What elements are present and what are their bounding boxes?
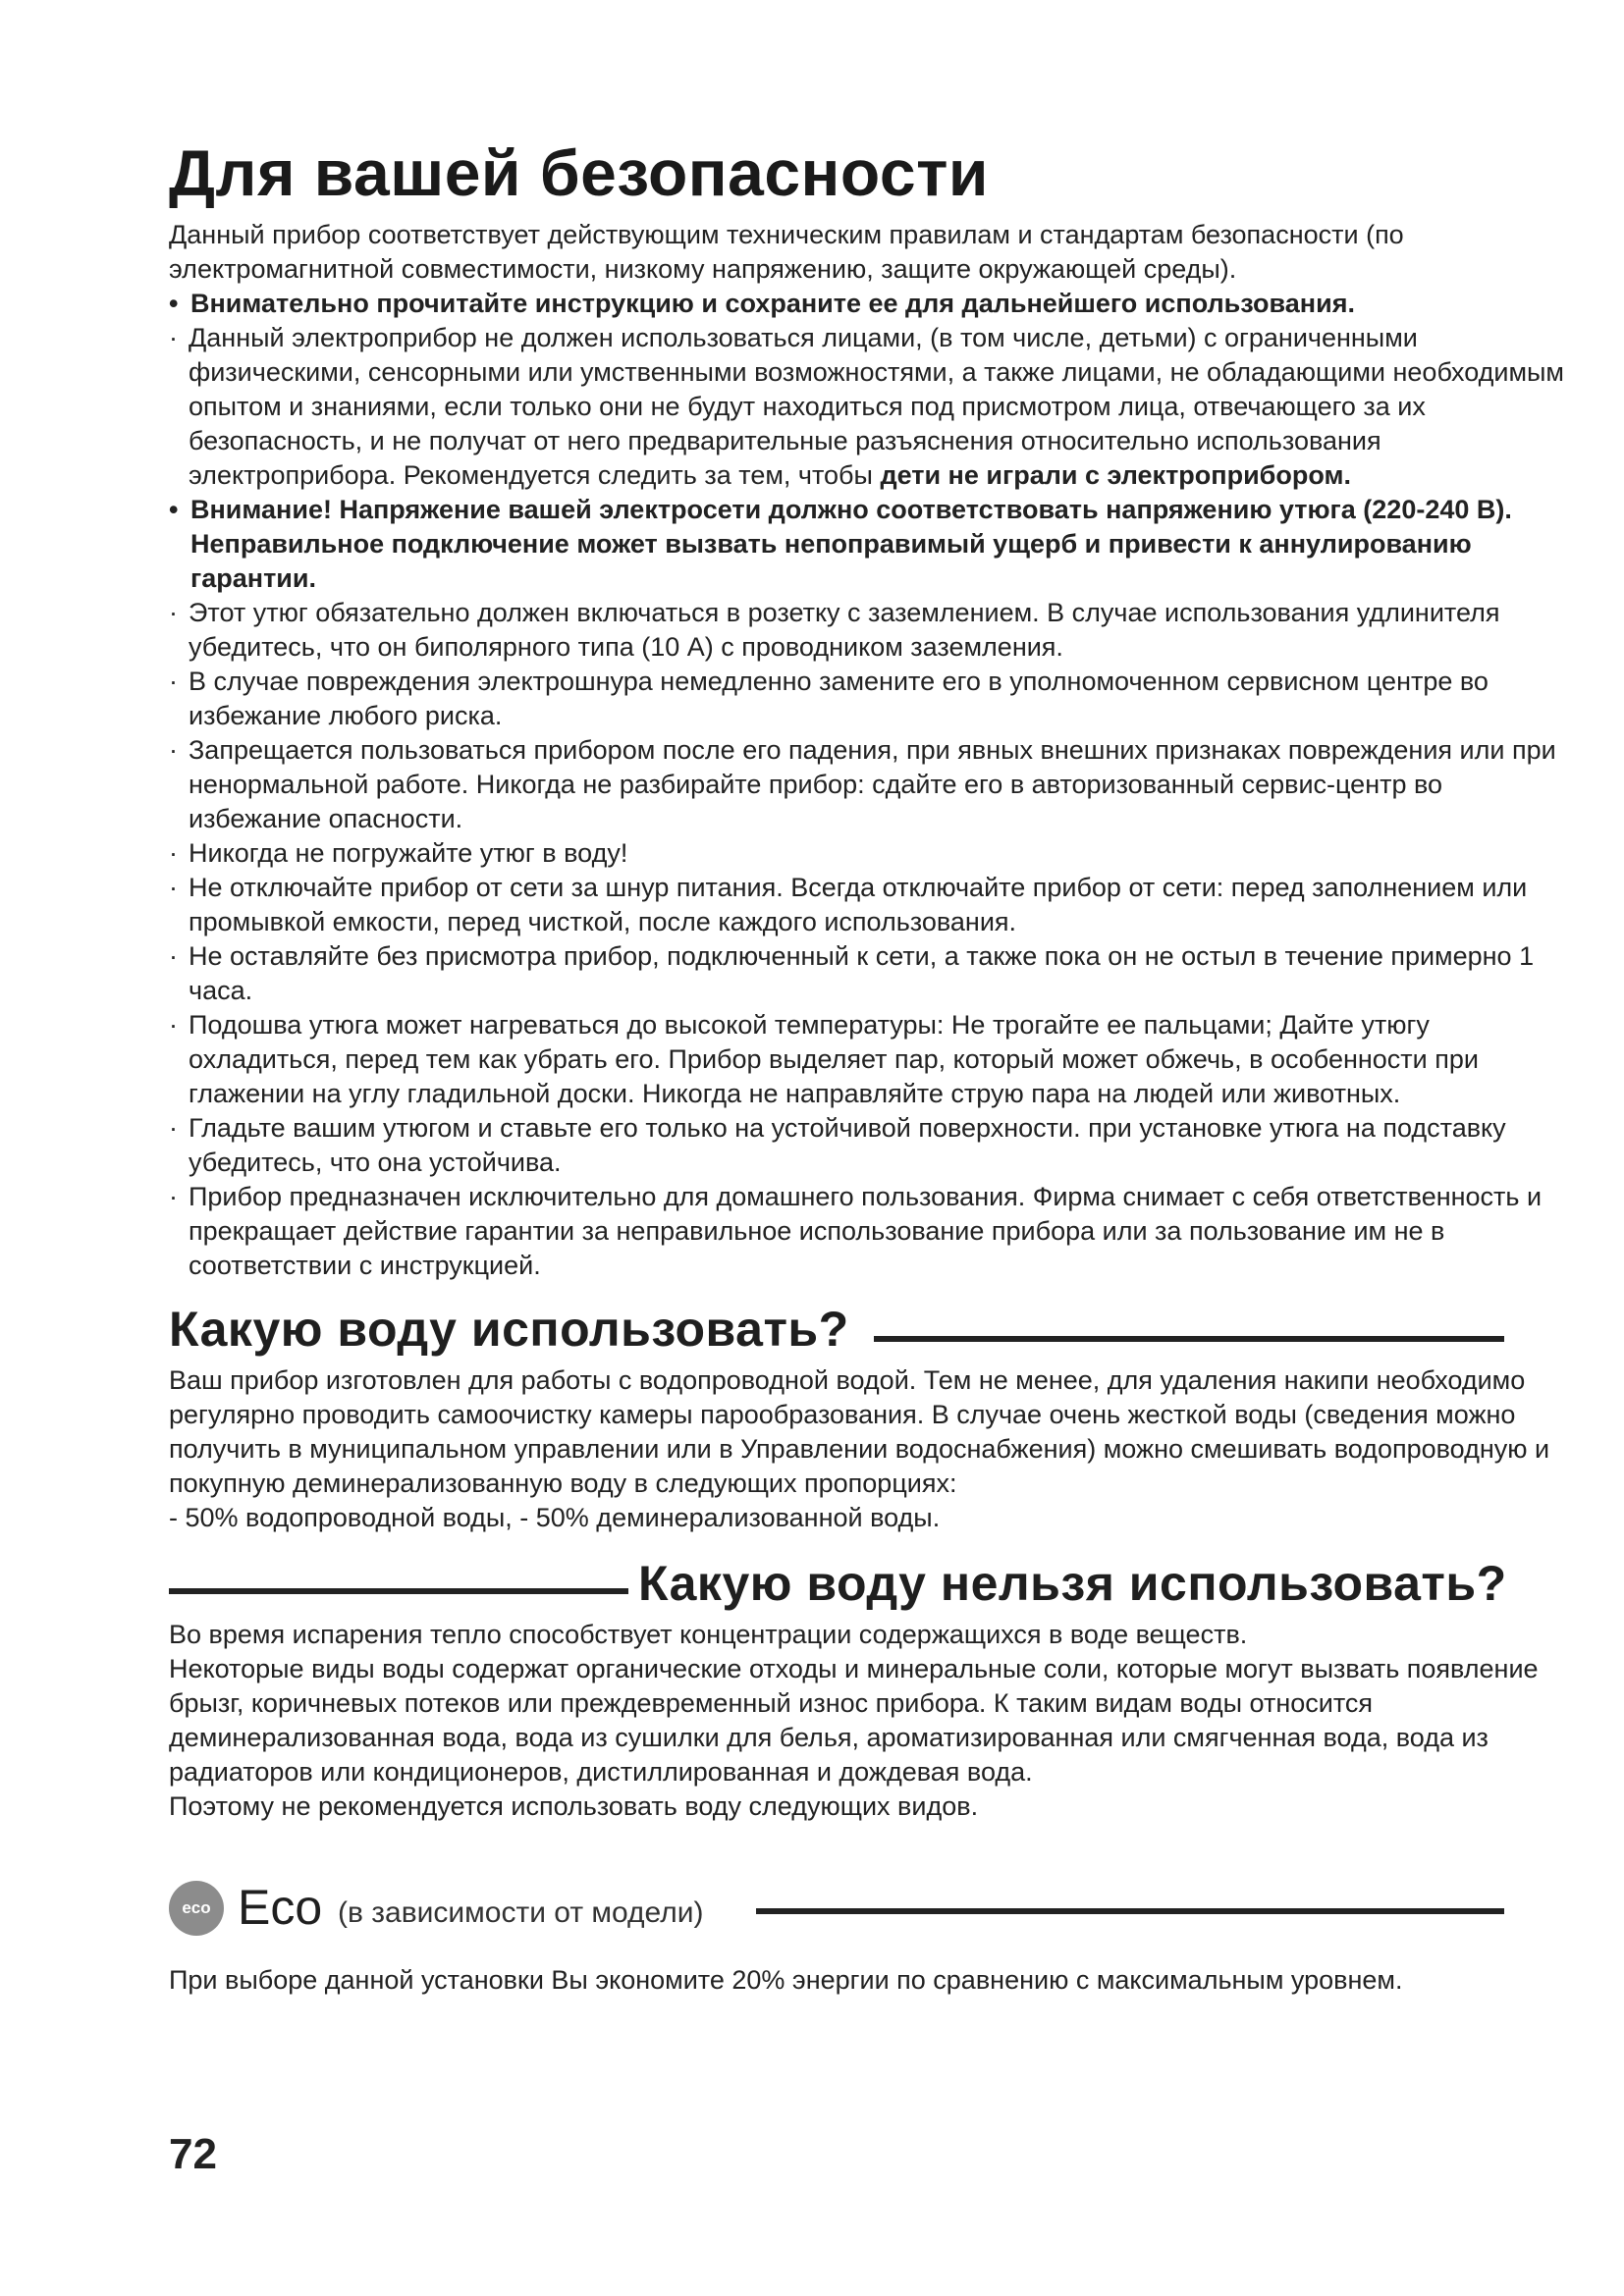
bullet-marker: · <box>169 1113 178 1143</box>
item-text: Внимание! Напряжение вашей электросети должно соответствовать напряжению утюга (220-240 В). Неправильное подключение может вызвать непоправимый ущерб и привести к аннулированию гарантии. <box>190 495 1512 593</box>
eco-heading: Eco <box>238 1880 323 1935</box>
list-item <box>169 836 1579 871</box>
bullet-marker: · <box>169 838 178 868</box>
nowater-paragraph-2: Некоторые виды воды содержат органические отходы и минеральные соли, которые могут вызвать появление брызг, коричневых потеков или преждевременный износ прибора. К таким видам воды относится деминерализованная вода, вода из сушилки для белья, ароматизированная или смягченная вода, вода из радиаторов или кондиционеров, дистиллированная и дождевая вода. <box>169 1654 1539 1787</box>
item-text: Данный электроприбор не должен использоваться лицами, (в том числе, детьми) с ограниченными физическими, сенсорными или умственными возможностями, а также лицами, не обладающими необходимым опытом и знаниями, если только они не будут находиться под присмотром лица, отвечающего за их безопасность, и не получат от него предварительные разъяснения относительно использования электроприбора. Рекомендуется следить за тем, чтобы <box>189 323 1564 490</box>
intro-paragraph: Данный прибор соответствует действующим техническим правилам и стандартам безопасности (по электромагнитной совместимости, низкому напряжению, защите окружающей среды). <box>169 220 1404 284</box>
water-paragraph: Ваш прибор изготовлен для работы с водопроводной водой. Тем не менее, для удаления накипи необходимо регулярно проводить самоочистку камеры парообразования. В случае очень жесткой воды (сведения можно получить в муниципальном управлении или в Управлении водоснабжения) можно смешивать водопроводную и покупную деминерализованную воду в следующих пропорциях: <box>169 1365 1550 1498</box>
bullet-marker: · <box>169 667 178 696</box>
page-number: 72 <box>169 2130 217 2178</box>
nowater-heading: Какую воду нельзя использовать? <box>638 1556 1507 1611</box>
list-item <box>169 1180 1579 1283</box>
eco-icon: eco <box>169 1881 224 1936</box>
water-heading: Какую воду использовать? <box>169 1302 849 1357</box>
bullet-marker: · <box>169 873 178 902</box>
bullet-marker: • <box>169 495 179 524</box>
list-item <box>169 733 1579 836</box>
eco-model-note: (в зависимости от модели) <box>338 1896 704 1929</box>
water-section-header <box>169 1295 1579 1363</box>
eco-paragraph: При выборе данной установки Вы экономите 20% энергии по сравнению с максимальным уровнем. <box>169 1965 1403 1995</box>
bullet-marker: · <box>169 598 178 627</box>
list-item <box>169 871 1579 939</box>
item-text: Внимательно прочитайте инструкцию и сохраните ее для дальнейшего использования. <box>190 289 1355 318</box>
nowater-paragraph-1: Во время испарения тепло способствует концентрации содержащихся в воде веществ. <box>169 1620 1248 1649</box>
item-text: Не оставляйте без присмотра прибор, подключенный к сети, а также пока он не остыл в течение примерно 1 часа. <box>189 941 1535 1005</box>
bullet-marker: · <box>169 735 178 765</box>
item-text-bold: дети не играли с электроприбором. <box>880 460 1351 490</box>
item-text: Запрещается пользоваться прибором после его падения, при явных внешних признаках повреждения или при ненормальной работе. Никогда не разбирайте прибор: сдайте его в авторизованный сервис-центр во избежание опасности. <box>189 735 1556 833</box>
bullet-marker: · <box>169 941 178 971</box>
heading-rule <box>756 1908 1504 1914</box>
item-text: В случае повреждения электрошнура немедленно замените его в уполномоченном сервисном центре во избежание любого риска. <box>189 667 1489 730</box>
list-item <box>169 939 1579 1008</box>
item-text: Подошва утюга может нагреваться до высокой температуры: Не трогайте ее пальцами; Дайте утюгу охладиться, перед тем как убрать его. Прибор выделяет пар, который может обжечь, в особенности при глажении на углу гладильной доски. Никогда не направляйте струю пара на людей или животных. <box>189 1010 1479 1108</box>
list-item <box>169 321 1579 493</box>
nowater-section-header <box>169 1549 1579 1618</box>
list-item <box>169 493 1579 596</box>
list-item <box>169 596 1579 665</box>
list-item <box>169 1008 1579 1111</box>
list-item <box>169 287 1579 321</box>
bullet-marker: · <box>169 1182 178 1211</box>
safety-list <box>169 287 1579 1283</box>
heading-rule <box>169 1588 628 1594</box>
water-mix-line: - 50% водопроводной воды, - 50% деминерализованной воды. <box>169 1503 941 1532</box>
page-title: Для вашей безопасности <box>169 136 989 209</box>
item-text: Этот утюг обязательно должен включаться в розетку с заземлением. В случае использования удлинителя убедитесь, что он биполярного типа (10 А) с проводником заземления. <box>189 598 1500 662</box>
list-item <box>169 1111 1579 1180</box>
page-content <box>169 128 1579 1998</box>
item-text: Никогда не погружайте утюг в воду! <box>189 838 628 868</box>
eco-section-header <box>169 1873 1579 1942</box>
bullet-marker: • <box>169 289 179 318</box>
heading-rule <box>874 1336 1504 1342</box>
list-item <box>169 665 1579 733</box>
nowater-paragraph-3: Поэтому не рекомендуется использовать воду следующих видов. <box>169 1791 979 1821</box>
item-text: Не отключайте прибор от сети за шнур питания. Всегда отключайте прибор от сети: перед заполнением или промывкой емкости, перед чисткой, после каждого использования. <box>189 873 1528 936</box>
bullet-marker: · <box>169 323 178 352</box>
item-text: Гладьте вашим утюгом и ставьте его только на устойчивой поверхности. при установке утюга на подставку убедитесь, что она устойчива. <box>189 1113 1506 1177</box>
bullet-marker: · <box>169 1010 178 1040</box>
item-text: Прибор предназначен исключительно для домашнего пользования. Фирма снимает с себя ответственность и прекращает действие гарантии за неправильное использование прибора или за пользование им не в соответствии с инструкцией. <box>189 1182 1543 1280</box>
